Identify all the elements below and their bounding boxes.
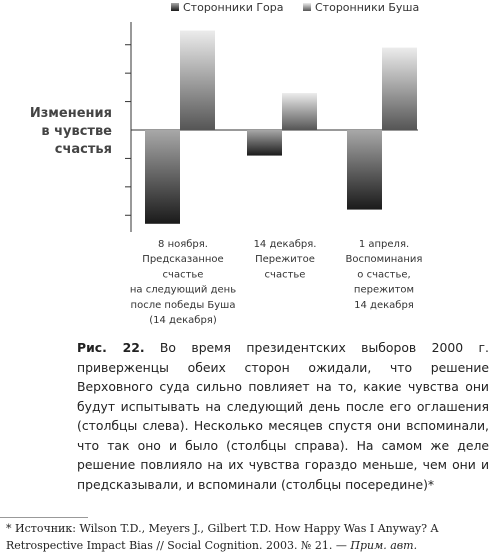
figure-caption [77,338,489,494]
bar-gore [347,130,382,210]
caption-label: Рис. 22. [77,340,145,355]
y-axis-label-line-3: счастья [54,142,112,157]
category-label-line: 14 декабря. [253,239,317,250]
category-label-line: 14 декабря [354,299,414,311]
legend-swatch-gore [171,3,179,11]
caption-text: Во время президентских выборов 2000 г. приверженцы обеих сторон ожидали, что решение Верховного суда сильно повлияет на то, какие чувства они будут испытывать на следующий день после его оглашения (столбцы слева). Несколько месяцев спустя они вспоминали, что так оно и было (столбцы справа). На самом же деле решение повлияло на их чувства гораздо меньше, чем они и предсказывали, и вспоминали (столбцы посередине)* [77,340,489,492]
y-axis-label-line-1: Изменения [29,106,112,121]
bars [145,31,417,224]
category-labels [130,239,423,326]
category-label-line: счастье [162,269,204,281]
category-label-line: Воспоминания [345,254,423,266]
legend-label-bush: Сторонники Буша [315,1,420,14]
bar-bush [382,48,417,130]
category-label-line: после победы Буша [130,299,236,311]
legend [171,1,419,14]
legend-label-gore: Сторонники Гора [183,1,284,14]
category-label-line: 8 ноября. [158,239,208,250]
footnote-text: * Источник: Wilson T.D., Meyers J., Gilbert T.D. How Happy Was I Anyway? A Retrospective Impact Bias // Social Cognition. 2003. № 21. — [6,522,439,552]
category-label-line: (14 декабря) [149,315,217,326]
category-label-line: счастье [264,269,306,281]
bar-gore [145,130,180,224]
category-label-line: Пережитое [255,254,315,266]
footnote-suffix: Прим. авт. [350,539,418,552]
bar-bush [282,93,317,130]
bar-bush [180,31,215,130]
category-label-line: о счастье, [357,269,411,281]
category-label-line: на следующий день [129,284,237,296]
category-label-line: пережитом [353,284,415,296]
legend-swatch-bush [303,3,311,11]
footnote-divider [0,517,88,518]
category-label-line: 1 апреля. [358,239,410,250]
bar-gore [247,130,282,156]
footnote [6,520,500,554]
y-axis-label-line-2: в чувстве [41,124,112,139]
category-label-line: Предсказанное [142,254,224,266]
y-axis-label [30,106,112,157]
